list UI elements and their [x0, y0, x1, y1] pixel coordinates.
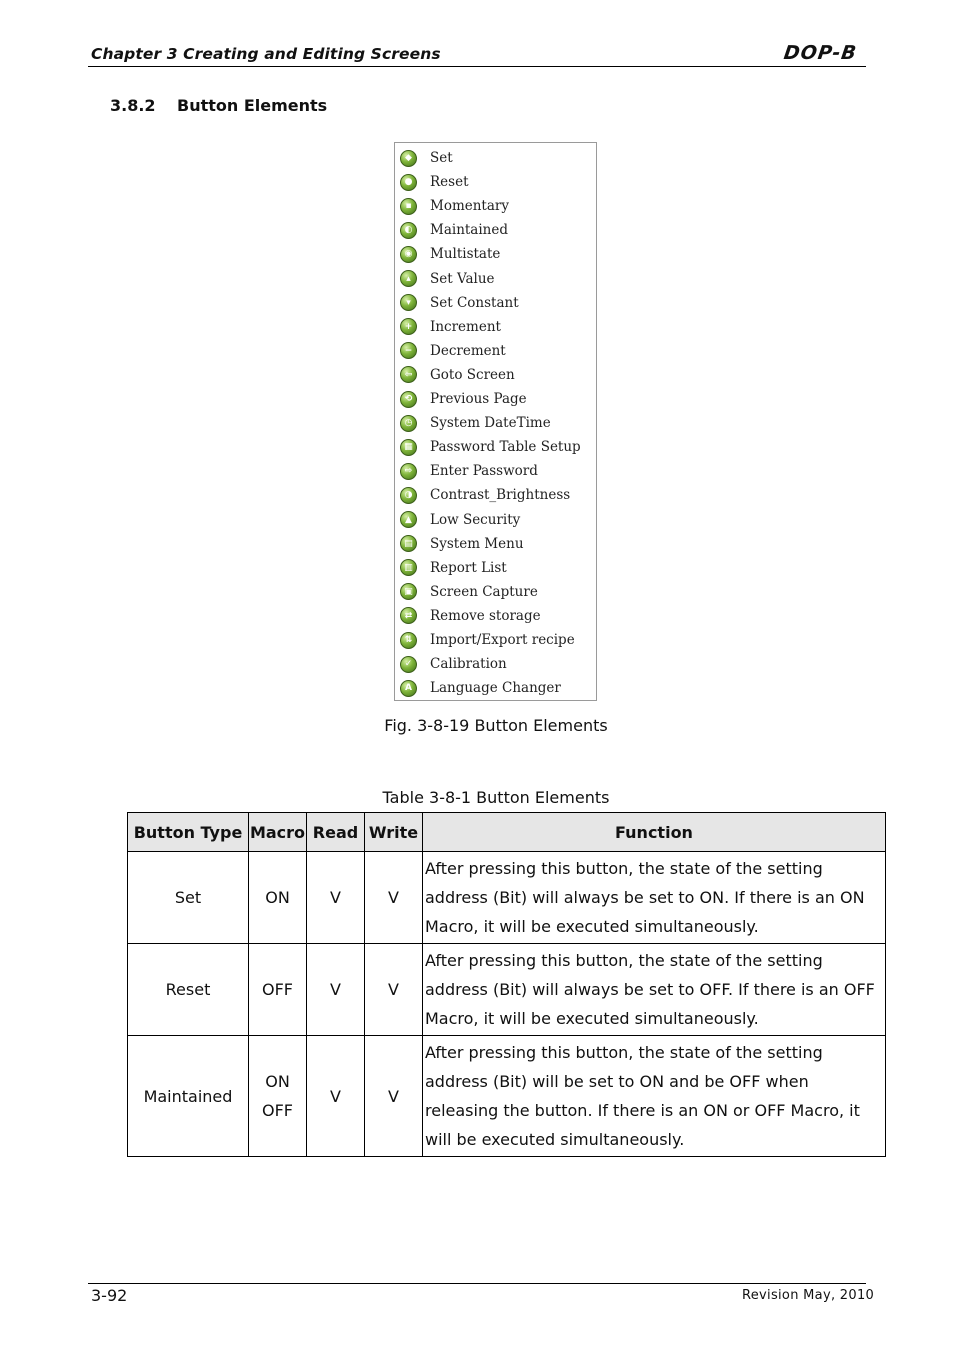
- cell-button-type: Set: [128, 852, 249, 944]
- set-constant-button-icon: ▾: [400, 294, 417, 311]
- section-title: Button Elements: [177, 96, 328, 115]
- figure-item-label: Enter Password: [430, 463, 538, 480]
- header-read: Read: [307, 813, 365, 852]
- revision-date: Revision May, 2010: [742, 1288, 875, 1303]
- calibration-button-icon: ✓: [400, 656, 417, 673]
- figure-list-item: [400, 533, 524, 555]
- cell-write: V: [365, 944, 423, 1036]
- figure-list-item: [400, 147, 453, 169]
- figure-list-item: [400, 436, 581, 458]
- system-datetime-button-icon: ◷: [400, 415, 417, 432]
- figure-item-label: Set: [430, 150, 453, 166]
- cell-function: After pressing this button, the state of the setting address (Bit) will be set to ON and be OFF when releasing the button. If there is an ON or OFF Macro, it will be executed simultaneously.: [423, 1036, 886, 1157]
- goto-screen-button-icon: ⇦: [400, 366, 417, 383]
- header-divider: [88, 66, 866, 67]
- figure-list-item: [400, 364, 515, 386]
- figure-list-item: [400, 484, 570, 506]
- figure-item-label: System DateTime: [430, 415, 551, 432]
- footer-divider: [88, 1283, 866, 1284]
- cell-button-type: Maintained: [128, 1036, 249, 1157]
- cell-read: V: [307, 852, 365, 944]
- cell-read: V: [307, 944, 365, 1036]
- figure-item-label: Previous Page: [430, 391, 527, 407]
- figure-list-item: [400, 171, 469, 193]
- cell-write: V: [365, 1036, 423, 1157]
- figure-item-label: Report List: [430, 559, 507, 576]
- screen-capture-button-icon: ▣: [400, 583, 417, 600]
- low-security-button-icon: ▲: [400, 511, 417, 528]
- remove-storage-button-icon: ⇄: [400, 607, 417, 624]
- figure-list-item: [400, 316, 501, 338]
- figure-item-label: Set Constant: [430, 294, 519, 311]
- figure-list-item: [400, 460, 538, 482]
- button-elements-figure: [394, 142, 597, 701]
- figure-list-item: [400, 195, 509, 217]
- macro-on: ON: [265, 1072, 290, 1091]
- report-list-button-icon: ▥: [400, 559, 417, 576]
- figure-item-label: Contrast_Brightness: [430, 487, 571, 504]
- figure-list-item: [400, 340, 506, 362]
- figure-item-label: Reset: [430, 174, 469, 191]
- figure-list-item: [400, 268, 495, 290]
- section-number: 3.8.2: [110, 96, 156, 115]
- table-row: [128, 1036, 886, 1157]
- figure-item-label: Set Value: [430, 270, 495, 287]
- figure-item-label: Multistate: [430, 246, 501, 263]
- table-caption: Table 3-8-1 Button Elements: [382, 788, 610, 807]
- figure-list-item: [400, 243, 500, 265]
- previous-page-button-icon: ⟲: [400, 391, 417, 408]
- system-menu-button-icon: ▤: [400, 535, 417, 552]
- cell-function: After pressing this button, the state of the setting address (Bit) will always be set to OFF. If there is an OFF Macro, it will be executed simultaneously.: [423, 944, 886, 1036]
- figure-list-item: [400, 292, 519, 314]
- figure-item-label: Import/Export recipe: [430, 632, 575, 648]
- set-value-button-icon: ▴: [400, 270, 417, 287]
- header-function: Function: [423, 813, 886, 852]
- cell-macro: ON: [249, 852, 307, 944]
- figure-list-item: [400, 557, 507, 579]
- language-changer-button-icon: A: [400, 680, 417, 697]
- cell-read: V: [307, 1036, 365, 1157]
- table-row: [128, 852, 886, 944]
- figure-item-label: Maintained: [430, 222, 509, 239]
- multistate-button-icon: ◉: [400, 246, 417, 263]
- figure-list-item: [400, 412, 551, 434]
- increment-button-icon: +: [400, 318, 417, 335]
- button-elements-table: [127, 812, 886, 1157]
- decrement-button-icon: −: [400, 342, 417, 359]
- password-table-setup-button-icon: ▦: [400, 439, 417, 456]
- cell-write: V: [365, 852, 423, 944]
- header-macro: Macro: [249, 813, 307, 852]
- figure-item-label: Decrement: [430, 342, 506, 359]
- chapter-title: Chapter 3 Creating and Editing Screens: [91, 45, 441, 63]
- figure-list-item: [400, 653, 507, 675]
- figure-item-label: Increment: [430, 318, 501, 335]
- figure-list-item: [400, 219, 508, 241]
- import-export-recipe-button-icon: ⇅: [400, 632, 417, 649]
- figure-list-item: [400, 605, 541, 627]
- reset-button-icon: ●: [400, 174, 417, 191]
- page-number: 3-92: [91, 1286, 128, 1305]
- cell-macro: OFF: [249, 944, 307, 1036]
- enter-password-button-icon: ⇨: [400, 463, 417, 480]
- figure-item-label: Goto Screen: [430, 366, 515, 383]
- table-header-row: [128, 813, 886, 852]
- table-row: [128, 944, 886, 1036]
- figure-list-item: [400, 677, 561, 699]
- cell-function: After pressing this button, the state of the setting address (Bit) will always be set to ON. If there is an ON Macro, it will be executed simultaneously.: [423, 852, 886, 944]
- product-logo: DOP-B: [782, 42, 859, 64]
- figure-item-label: Momentary: [430, 198, 509, 215]
- figure-caption: Fig. 3-8-19 Button Elements: [384, 716, 608, 735]
- set-button-icon: ◆: [400, 150, 417, 167]
- figure-item-label: Password Table Setup: [430, 439, 581, 456]
- cell-macro: [249, 1036, 307, 1157]
- header-button-type: Button Type: [128, 813, 249, 852]
- figure-item-label: Low Security: [430, 511, 521, 528]
- header-write: Write: [365, 813, 423, 852]
- figure-item-label: System Menu: [430, 535, 524, 552]
- figure-list-item: [400, 581, 538, 603]
- momentary-button-icon: ▪: [400, 198, 417, 215]
- contrast-brightness-button-icon: ◑: [400, 487, 417, 504]
- section-heading: [110, 96, 327, 115]
- figure-item-label: Remove storage: [430, 607, 541, 624]
- figure-item-label: Calibration: [430, 656, 507, 673]
- figure-list-item: [400, 629, 575, 651]
- cell-button-type: Reset: [128, 944, 249, 1036]
- maintained-button-icon: ◐: [400, 222, 417, 239]
- figure-list-item: [400, 388, 527, 410]
- figure-list-item: [400, 509, 520, 531]
- macro-off: OFF: [262, 1101, 293, 1120]
- figure-item-label: Screen Capture: [430, 583, 538, 600]
- figure-item-label: Language Changer: [430, 680, 561, 697]
